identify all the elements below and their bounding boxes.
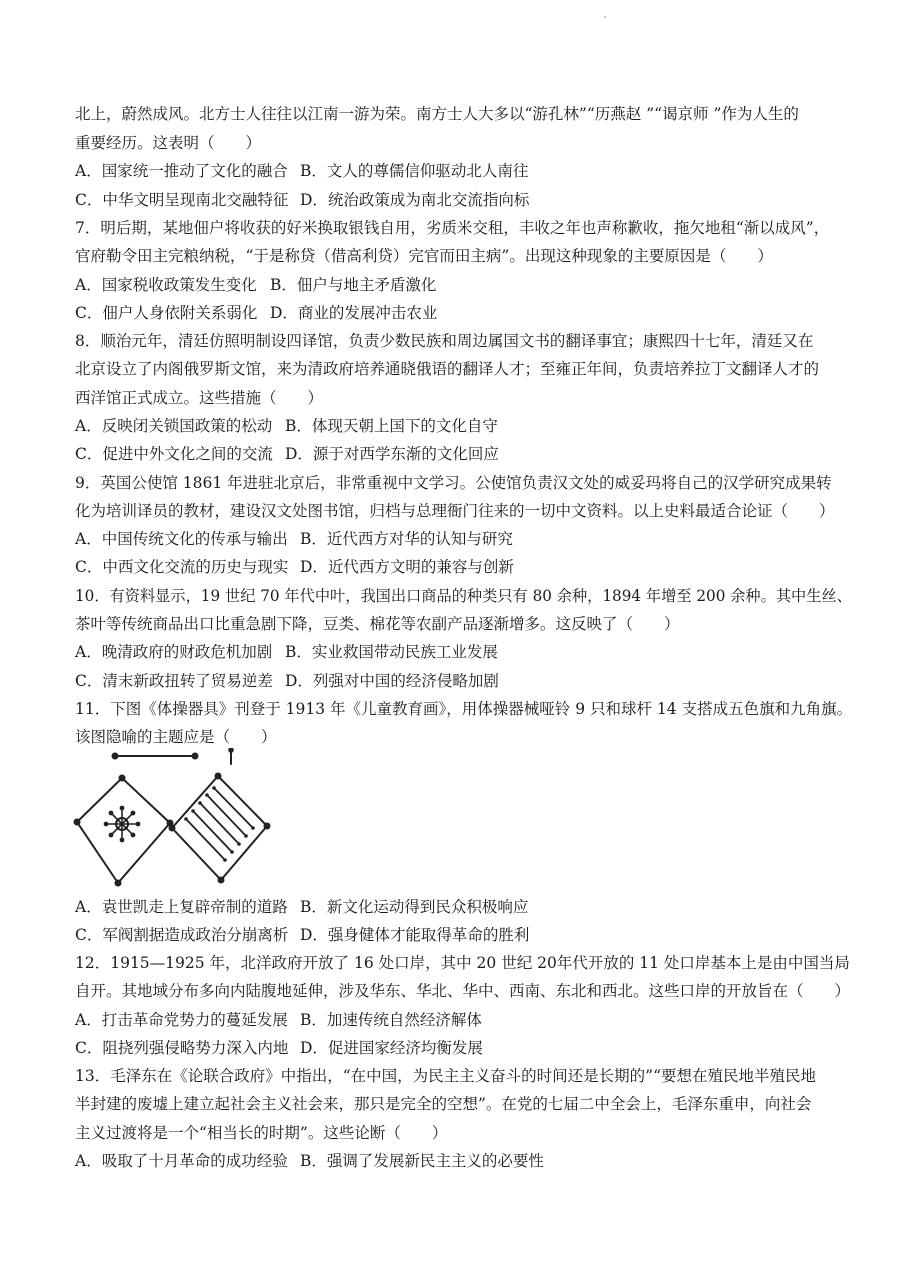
q7-stem-line-1: 7．明后期，某地佃户将收获的好米换取银钱自用，劣质米交租，丰收之年也声称歉收，拖欠地租“渐以成风”， (75, 219, 830, 237)
q13-option-b: B．强调了发展新民主主义的必要性 (300, 1152, 544, 1170)
q13-option-a: A．吸取了十月革命的成功经验 (75, 1152, 288, 1170)
q11-stem-line-2: 该图隐喻的主题应是（ ） (75, 728, 277, 746)
q6-stem-line-1: 北上，蔚然成风。北方士人往往以江南一游为荣。南方士人大多以“游孔林”“历燕赵 ”“谒京师 ”作为人生的 (75, 105, 799, 123)
q12-option-c: C．阻挠列强侵略势力深入内地 (75, 1039, 289, 1057)
q7-option-b: B．佃户与地主矛盾激化 (270, 276, 437, 294)
q8-option-b: B．体现天朝上国下的文化自守 (285, 417, 498, 435)
q11-option-b: B．新文化运动得到民众积极响应 (300, 898, 529, 916)
q9-option-a: A．中国传统文化的传承与输出 (75, 530, 288, 548)
q11-option-a: A．袁世凯走上复辟帝制的道路 (75, 898, 288, 916)
q7-stem-line-2: 官府勒令田主完粮纳税，“于是称贷（借高利贷）完官而田主病”。出现这种现象的主要原因是（ ） (75, 247, 773, 265)
q11-stem-line-1: 11．下图《体操器具》刊登于 1913 年《儿童教育画》，用体操器械哑铃 9 只和球杆 14 支搭成五色旗和九角旗。 (75, 700, 853, 718)
q6-option-a: A．国家统一推动了文化的融合 (75, 162, 288, 180)
q7-option-a: A．国家税收政策发生变化 (75, 276, 257, 294)
q12-stem-line-2: 自开。其地域分布多向内陆腹地延伸，涉及华东、华北、华中、西南、东北和西北。这些口岸的开放旨在（ ） (75, 982, 851, 1000)
q8-stem-line-2: 北京设立了内阁俄罗斯文馆，来为清政府培养通晓俄语的翻译人才；至雍正年间，负责培养拉丁文翻译人才的 (75, 360, 820, 378)
q7-option-d: D．商业的发展冲击农业 (270, 304, 438, 322)
q12-stem-line-1: 12．1915—1925 年，北洋政府开放了 16 处口岸，其中 20 世纪 20年代开放的 11 处口岸基本上是由中国当局 (75, 954, 850, 972)
q12-option-a: A．打击革命党势力的蔓延发展 (75, 1011, 288, 1029)
q6-option-c: C．中华文明呈现南北交融特征 (75, 191, 289, 209)
q6-option-b: B．文人的尊儒信仰驱动北人南往 (300, 162, 529, 180)
q13-stem-line-2: 半封建的废墟上建立起社会主义社会来，那只是完全的空想”。在党的七届二中全会上，毛泽东重申，向社会 (75, 1095, 812, 1113)
q8-stem-line-3: 西洋馆正式成立。这些措施（ ） (75, 389, 324, 407)
q12-option-d: D．促进国家经济均衡发展 (300, 1039, 483, 1057)
q12-option-b: B．加速传统自然经济解体 (300, 1011, 482, 1029)
q9-option-d: D．近代西方文明的兼容与创新 (300, 558, 514, 576)
q9-stem-line-1: 9．英国公使馆 1861 年进驻北京后，非常重视中文学习。公使馆负责汉文处的威妥玛将自己的汉学研究成果转 (75, 474, 832, 492)
q13-stem-line-1: 13．毛泽东在《论联合政府》中指出，“在中国，为民主主义奋斗的时间还是长期的”“要想在殖民地半殖民地 (75, 1067, 816, 1085)
q10-option-b: B．实业救国带动民族工业发展 (285, 643, 498, 661)
q11-option-c: C．军阀割据造成政治分崩离析 (75, 926, 289, 944)
q10-stem-line-2: 茶叶等传统商品出口比重急剧下降，豆类、棉花等农副产品逐渐增多。这反映了（ ） (75, 615, 680, 633)
q8-stem-line-1: 8．顺治元年，清廷仿照明制设四译馆，负责少数民族和周边属国文书的翻译事宜；康熙四十七年，清廷又在 (75, 332, 814, 350)
q8-option-a: A．反映闭关锁国政策的松动 (75, 417, 273, 435)
q6-stem-line-2: 重要经历。这表明（ ） (75, 134, 262, 152)
q10-stem-line-1: 10．有资料显示，19 世纪 70 年代中叶，我国出口商品的种类只有 80 余种，1894 年增至 200 余种。其中生丝、 (75, 587, 852, 605)
q11-option-d: D．强身健体才能取得革命的胜利 (300, 926, 530, 944)
q10-option-a: A．晚清政府的财政危机加剧 (75, 643, 273, 661)
q8-option-c: C．促进中外文化之间的交流 (75, 445, 273, 463)
q9-option-b: B．近代西方对华的认知与研究 (300, 530, 513, 548)
flags-illustration-icon (70, 748, 285, 890)
q13-stem-line-3: 主义过渡将是一个“相当长的时期”。这些论断（ ） (75, 1124, 448, 1142)
q9-stem-line-2: 化为培训译员的教材，建设汉文处图书馆，归档与总理衙门往来的一切中文资料。以上史料最适合论证（ ） (75, 502, 835, 520)
q10-option-d: D．列强对中国的经济侵略加剧 (285, 672, 499, 690)
q8-option-d: D．源于对西学东渐的文化回应 (285, 445, 499, 463)
q9-option-c: C．中西文化交流的历史与现实 (75, 558, 289, 576)
scan-speck (604, 16, 606, 18)
q6-option-d: D．统治政策成为南北交流指向标 (300, 191, 530, 209)
q10-option-c: C．清末新政扭转了贸易逆差 (75, 672, 273, 690)
q7-option-c: C．佃户人身依附关系弱化 (75, 304, 258, 322)
